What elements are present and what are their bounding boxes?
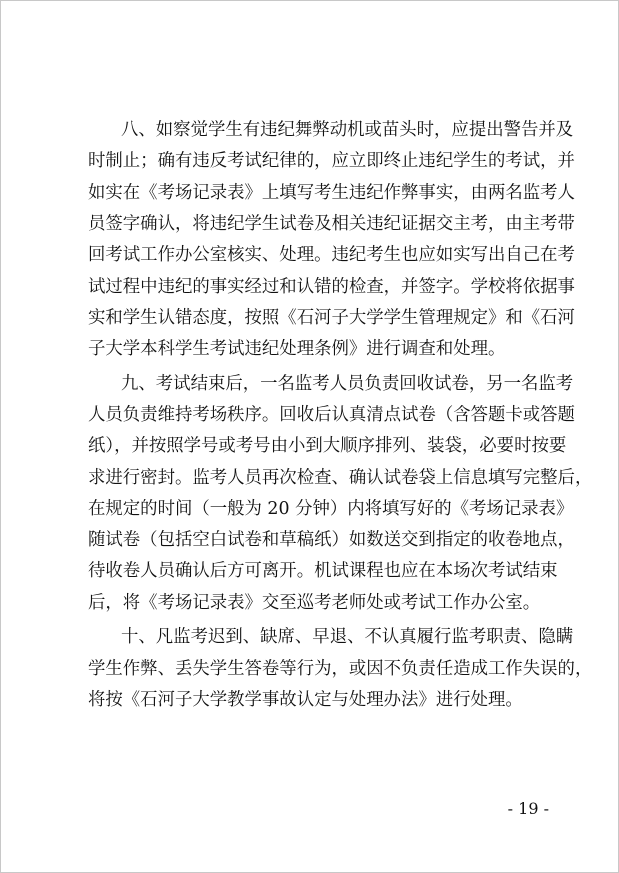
text-line: 学生作弊、丢失学生答卷等行为，或因不负责任造成工作失误的， <box>88 658 593 679</box>
text-line: 求进行密封。监考人员再次检查、确认试卷袋上信息填写完整后， <box>88 467 593 488</box>
text-line: 试过程中违纪的事实经过和认错的检查，并签字。学校将依据事 <box>88 276 575 297</box>
text-line: 实和学生认错态度，按照《石河子大学学生管理规定》和《石河 <box>88 307 575 328</box>
text-line: 将按《石河子大学教学事故认定与处理办法》进行处理。 <box>88 689 523 710</box>
text-line: 八、如察觉学生有违纪舞弊动机或苗头时，应提出警告并及 <box>121 120 574 140</box>
text-line: 人员负责维持考场秩序。回收后认真清点试卷（含答题卡或答题 <box>88 404 575 425</box>
page-number: - 19 - <box>507 799 549 818</box>
text-line: 随试卷（包括空白试卷和草稿纸）如数送交到指定的收卷地点， <box>88 530 575 551</box>
text-line: 待收卷人员确认后方可离开。机试课程也应在本场次考试结束 <box>88 561 558 582</box>
text-line: 员签字确认，将违纪学生试卷及相关违纪证据交主考，由主考带 <box>88 213 575 234</box>
text-line: 纸），并按照学号或考号由小到大顺序排列、装袋，必要时按要 <box>88 436 567 457</box>
text-line: 后，将《考场记录表》交至巡考老师处或考试工作办公室。 <box>88 592 541 613</box>
text-line: 十、凡监考迟到、缺席、早退、不认真履行监考职责、隐瞒 <box>121 627 574 648</box>
text-line: 九、考试结束后，一名监考人员负责回收试卷，另一名监考 <box>121 373 574 394</box>
text-line: 如实在《考场记录表》上填写考生违纪作弊事实，由两名监考人 <box>88 182 575 203</box>
text-line: 时制止；确有违反考试纪律的，应立即终止违纪学生的考试，并 <box>88 151 575 172</box>
text-line: 子大学本科学生考试违纪处理条例》进行调查和处理。 <box>88 339 506 360</box>
text-line: 回考试工作办公室核实、处理。违纪考生也应如实写出自己在考 <box>88 245 575 266</box>
text-line: 在规定的时间（一般为 20 分钟）内将填写好的《考场记录表》 <box>88 498 574 519</box>
